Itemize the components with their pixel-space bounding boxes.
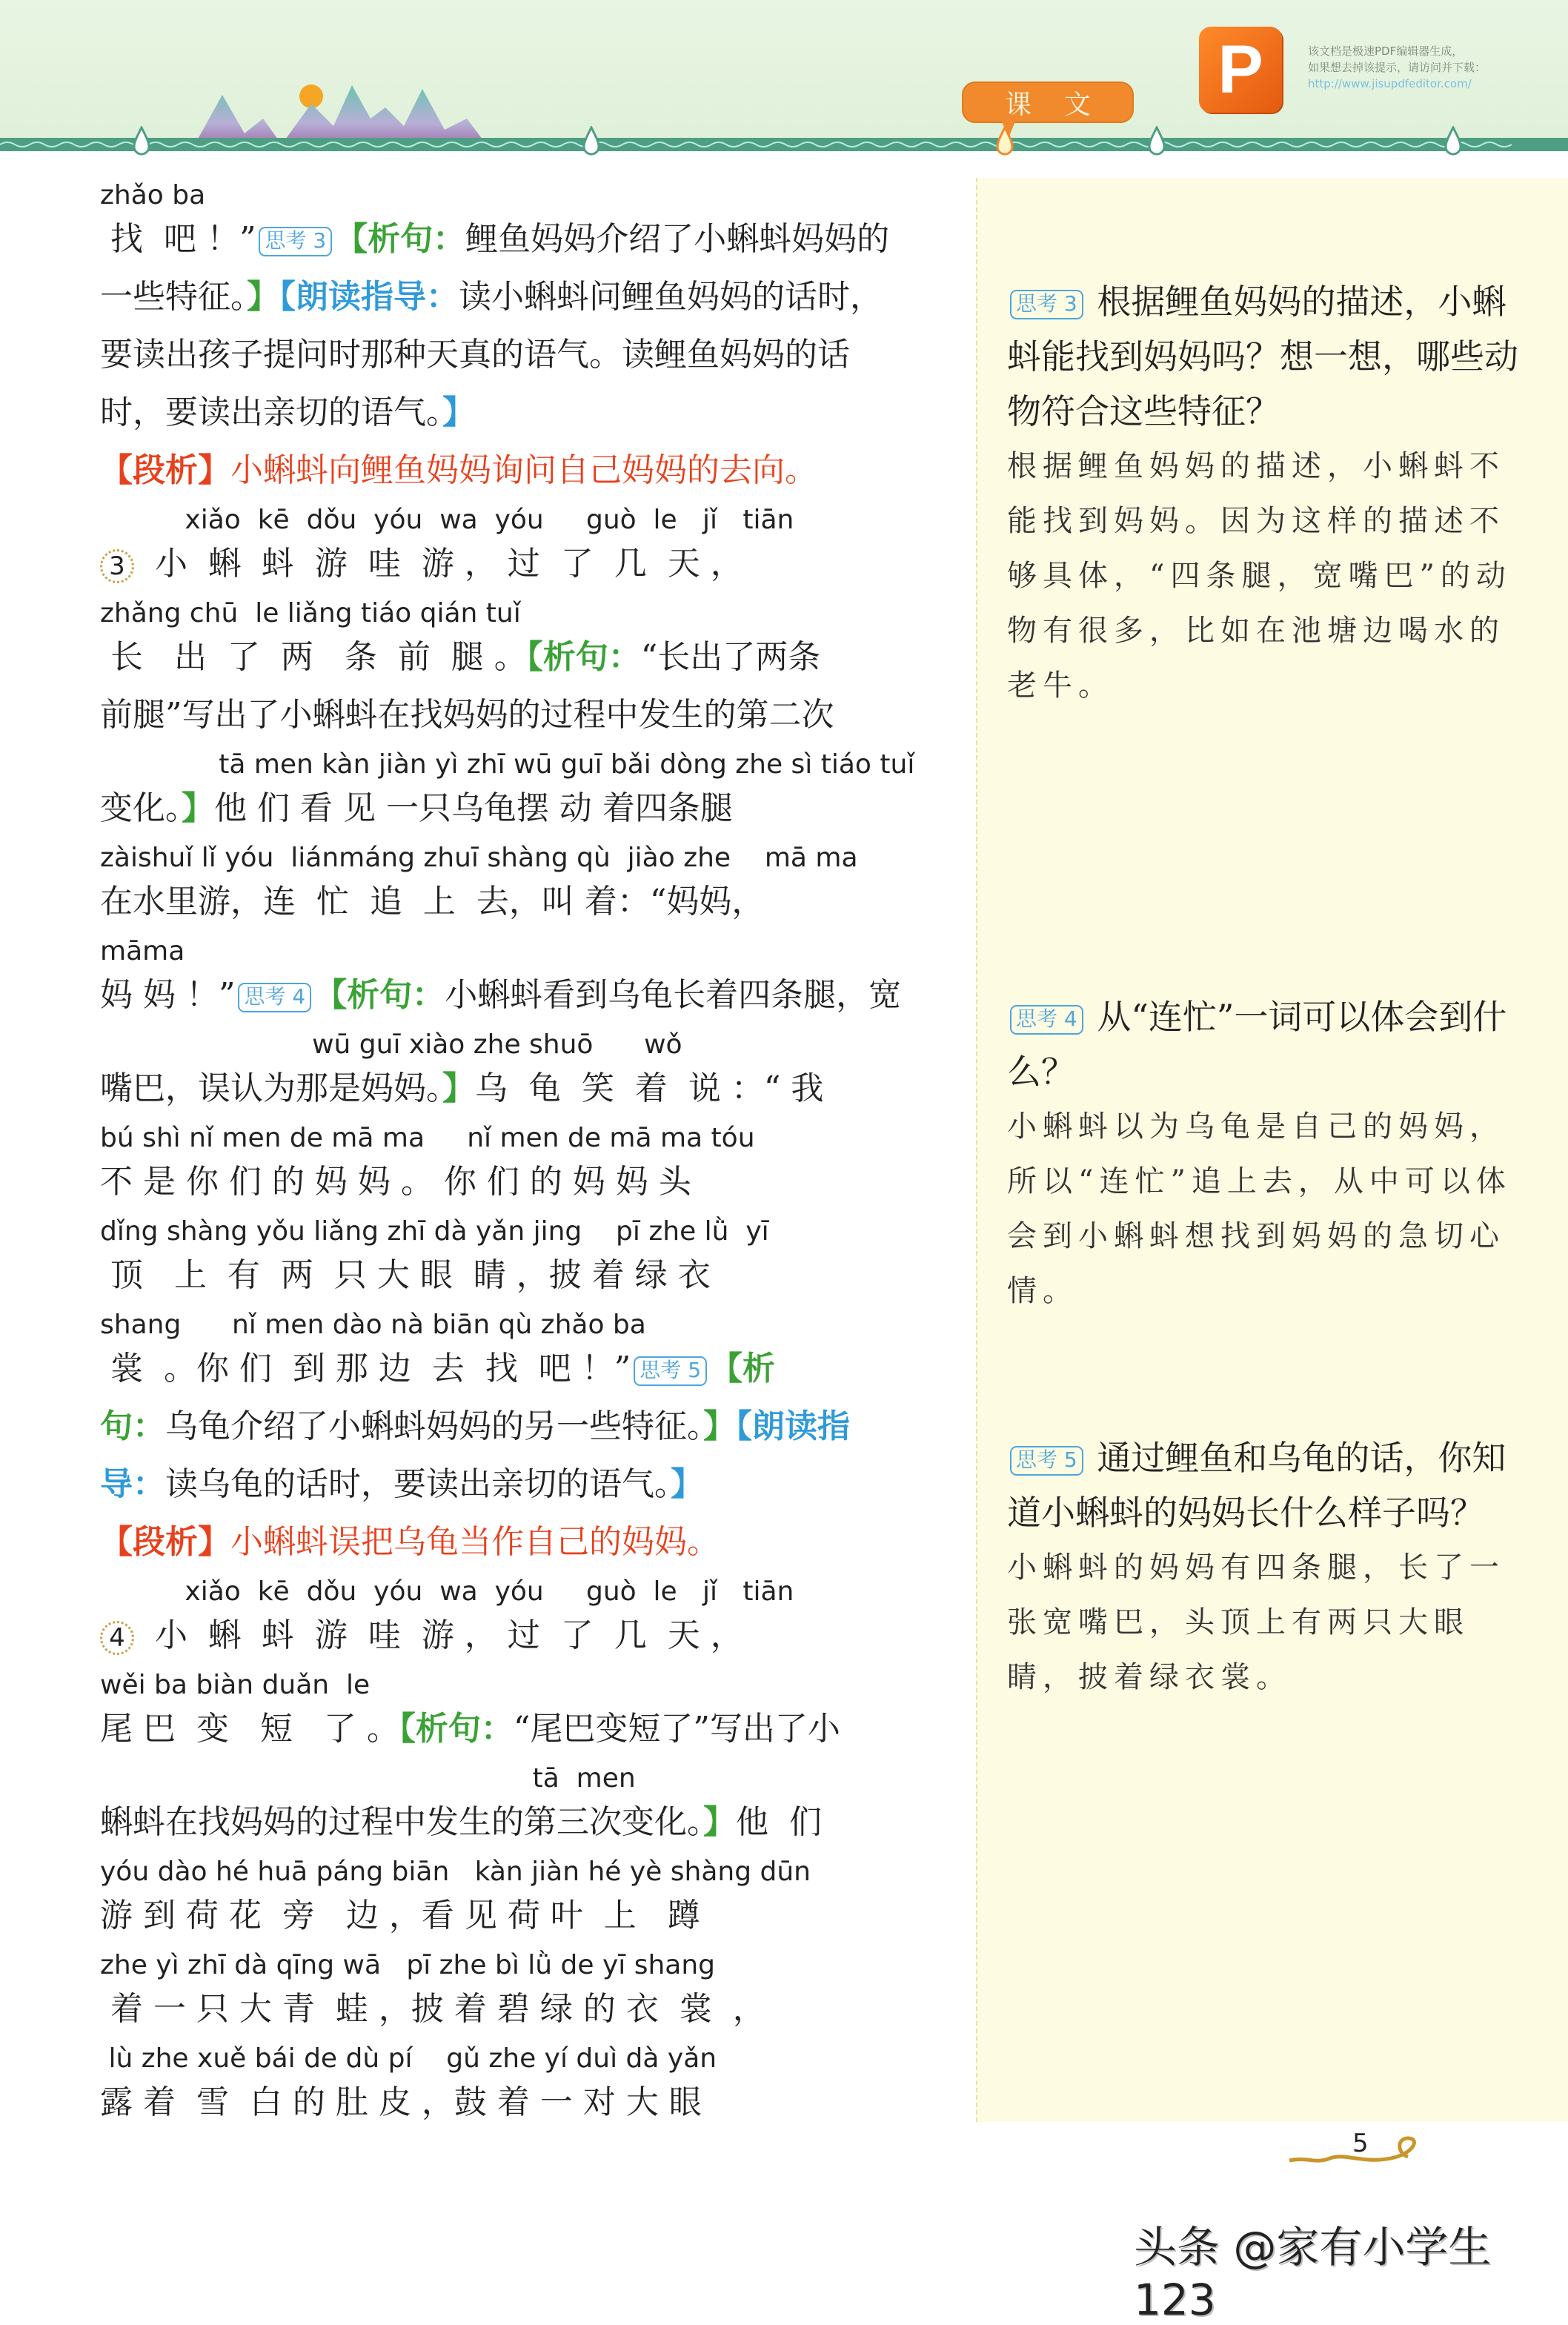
section-tab-text [962, 82, 1134, 123]
pinyin-line: bú shì nǐ men de mā ma nǐ men de mā ma tóu [100, 1123, 755, 1153]
text-line [100, 876, 966, 934]
annotation-green: 】 [703, 1803, 736, 1841]
annotation-red: 小蝌蚪向鲤鱼妈妈询问自己妈妈的去向。 [230, 451, 817, 489]
text-line [100, 329, 966, 387]
text-line [100, 1516, 966, 1574]
pdf-watermark [1308, 43, 1486, 92]
swirl-ornament-icon [1286, 2135, 1434, 2172]
text-line [100, 445, 966, 503]
answer-text: 小蝌蚪的妈妈有四条腿，长了一张宽嘴巴，头顶上有两只大眼睛，披着绿衣裳。 [1007, 1550, 1505, 1694]
pinyin-line: zhǎo ba [100, 180, 206, 210]
text-segment: 读乌龟的话时，要读出亲切的语气。 [165, 1465, 671, 1503]
think-badge: 思考 4 [1010, 1005, 1083, 1035]
wave-divider [0, 138, 1568, 151]
text-segment: 要读出孩子提问时那种天真的语气。读鲤鱼妈妈的话 [100, 336, 850, 374]
drop-ornament-active-icon [995, 126, 1014, 156]
section-tab-label: 课文 [1004, 89, 1123, 120]
annotation-blue: 】 [442, 394, 475, 431]
text-segment: 长 出 了 两 条 前 腿 。 [100, 638, 527, 676]
drop-ornament-icon [582, 126, 601, 156]
text-segment: 小蝌蚪看到乌龟长着四条腿，宽 [445, 976, 902, 1014]
question-body: 根据鲤鱼妈妈的描述，小蝌蚪能找到妈妈吗？想一想，哪些动物符合这些特征？ [1007, 282, 1518, 431]
text-line [100, 1797, 966, 1854]
annotation-green: 句： [100, 1407, 165, 1445]
annotation-blue: 】 [671, 1465, 703, 1503]
text-line [100, 1610, 966, 1668]
think-badge: 思考 3 [1010, 290, 1083, 319]
text-segment: 露 着 雪 白 的 肚 皮 ，鼓 着 一 对 大 眼 [100, 2083, 702, 2121]
pinyin-line: wěi ba biàn duǎn le [100, 1670, 371, 1700]
annotation-redb: 【段析】 [100, 451, 230, 489]
text-line [100, 783, 966, 840]
annotation-blue: 【朗读指导： [279, 278, 459, 316]
think-badge: 思考 3 [259, 227, 332, 256]
text-line [100, 1459, 966, 1516]
text-segment: “尾巴变短了”写出了小 [513, 1710, 840, 1748]
pinyin-line: tā men kàn jiàn yì zhī wū guī bǎi dòng zhe sì tiáo tuǐ [100, 749, 915, 780]
text-segment: 一些特征。 [100, 278, 247, 316]
watermark-line-1: 该文档是极速PDF编辑器生成， [1308, 44, 1464, 58]
lesson-text-column [100, 178, 966, 2135]
text-segment: 前腿”写出了小蝌蚪在找妈妈的过程中发生的第二次 [100, 696, 834, 734]
think-badge: 思考 5 [1010, 1446, 1083, 1476]
pinyin-line: dǐng shàng yǒu liǎng zhī dà yǎn jing pī zhe lǜ yī [100, 1216, 769, 1247]
logo-letter: P [1217, 31, 1263, 107]
watermark-url-link[interactable]: http://www.jisupdfeditor.com/ [1308, 77, 1472, 90]
annotation-green: 【析句： [335, 220, 466, 258]
text-line [100, 1983, 966, 2041]
text-line [100, 1250, 966, 1307]
pinyin-line: yóu dào hé huā páng biān kàn jiàn hé yè shàng dūn [100, 1857, 811, 1887]
text-segment: 裳 。你 们 到 那 边 去 找 吧 ！” [100, 1350, 631, 1387]
pinyin-line: xiǎo kē dǒu yóu wa yóu guò le jǐ tiān [100, 505, 794, 535]
drop-ornament-icon [132, 126, 151, 156]
annotation-redb: 【段析】 [100, 1523, 230, 1561]
annotation-blue: 导： [100, 1465, 165, 1503]
page-header-band [0, 0, 1568, 148]
watermark-line-2: 如果想去掉该提示，请访问并下载： [1308, 61, 1486, 74]
annotation-blue: 【朗读指 [736, 1407, 850, 1445]
annotation-green: 】 [442, 1069, 475, 1107]
answer-text: 小蝌蚪以为乌龟是自己的妈妈，所以“连忙”追上去，从中可以体会到小蝌蚪想找到妈妈的急切心情。 [1007, 1110, 1512, 1308]
question-text [1007, 1430, 1526, 1540]
pinyin-line: tā men [100, 1763, 636, 1794]
text-segment: 着 一 只 大 青 蛙 ，披 着 碧 绿 的 衣 裳 ， [100, 1990, 765, 2028]
paragraph-number: 4 [100, 1621, 134, 1655]
text-line [100, 1703, 966, 1761]
text-line [100, 1156, 966, 1214]
pinyin-line: lù zhe xuě bái de dù pí gǔ zhe yí duì dà yǎn [100, 2043, 717, 2074]
annotation-green: 】 [703, 1407, 736, 1445]
pinyin-line: zàishuǐ lǐ yóu liánmáng zhuī shàng qù jiào zhe mā ma [100, 843, 858, 873]
mountain-sun-illustration [193, 74, 541, 148]
text-segment: 不 是 你 们 的 妈 妈 。 你 们 的 妈 妈 头 [100, 1163, 691, 1201]
text-line [100, 631, 966, 689]
text-segment: 他 们 [736, 1803, 822, 1841]
text-segment: 找 吧 ！” [100, 220, 256, 258]
question-card-3 [1007, 274, 1526, 713]
text-segment: 蝌蚪在找妈妈的过程中发生的第三次变化。 [100, 1803, 703, 1841]
question-card-4 [1007, 989, 1526, 1319]
annotation-green: 【析句： [399, 1710, 514, 1748]
pinyin-line: xiǎo kē dǒu yóu wa yóu guò le jǐ tiān [100, 1576, 794, 1607]
text-segment: 嘴巴，误认为那是妈妈。 [100, 1069, 442, 1107]
page-number: 5 [1352, 2129, 1369, 2158]
drop-ornament-icon [1444, 126, 1463, 156]
text-segment: 他 们 看 见 一只乌龟摆 动 着四条腿 [214, 789, 733, 827]
text-line [100, 689, 966, 747]
text-line [100, 271, 966, 329]
text-line [100, 387, 966, 445]
drop-ornament-icon [1147, 126, 1166, 156]
pinyin-line: shang nǐ men dào nà biān qù zhǎo ba [100, 1310, 646, 1340]
annotation-red: 小蝌蚪误把乌龟当作自己的妈妈。 [230, 1523, 720, 1561]
question-body: 通过鲤鱼和乌龟的话，你知道小蝌蚪的妈妈长什么样子吗？ [1007, 1438, 1506, 1533]
text-segment: 顶 上 有 两 只 大 眼 睛 ，披 着 绿 衣 [100, 1256, 711, 1294]
annotation-green: 【析句： [526, 638, 641, 676]
pdf-editor-logo-icon [1199, 27, 1282, 113]
text-segment: 在水里游，连 忙 追 上 去，叫 着：“妈妈， [100, 883, 765, 921]
text-segment: 时，要读出亲切的语气。 [100, 394, 442, 431]
pinyin-line: zhe yì zhī dà qīng wā pī zhe bì lǜ de yī shang [100, 1950, 716, 1980]
question-card-5 [1007, 1430, 1526, 1705]
text-line [100, 1343, 966, 1401]
thinking-questions-sidebar [976, 178, 1568, 2122]
text-line [100, 1401, 966, 1459]
pinyin-line: wū guī xiào zhe shuō wǒ [100, 1029, 682, 1060]
text-segment: 尾 巴 变 短 了 。 [100, 1710, 399, 1748]
text-segment: 小 蝌 蚪 游 哇 游 ， 过 了 几 天 ， [134, 545, 743, 583]
think-badge: 思考 4 [238, 983, 311, 1012]
pinyin-line: māma [100, 936, 185, 966]
text-segment: 乌龟介绍了小蝌蚪妈妈的另一些特征。 [165, 1407, 703, 1445]
answer-text: 根据鲤鱼妈妈的描述，小蝌蚪不能找到妈妈。因为这样的描述不够具体，“四条腿，宽嘴巴”的动物有很多，比如在池塘边喝水的老牛。 [1007, 449, 1512, 703]
text-segment: 鲤鱼妈妈介绍了小蝌蚪妈妈的 [465, 220, 890, 258]
text-segment: 乌 龟 笑 着 说 ：“ 我 [475, 1069, 824, 1107]
question-body: 从“连忙”一词可以体会到什么？ [1007, 997, 1507, 1092]
question-text [1007, 989, 1526, 1099]
text-segment: 读小蝌蚪问鲤鱼妈妈的话时， [459, 278, 883, 316]
annotation-green: 【析句： [314, 976, 445, 1014]
text-segment: 妈 妈 ！” [100, 976, 236, 1014]
text-segment: 游 到 荷 花 旁 边 ，看 见 荷 叶 上 蹲 [100, 1897, 700, 1934]
text-segment: 小 蝌 蚪 游 哇 游 ， 过 了 几 天 ， [134, 1616, 743, 1654]
paragraph-number: 3 [100, 549, 134, 583]
text-segment: 变化。 [100, 789, 182, 827]
text-line [100, 2077, 966, 2135]
text-line [100, 1063, 966, 1121]
text-line [100, 538, 966, 596]
text-segment: “长出了两条 [640, 638, 821, 676]
think-badge: 思考 5 [634, 1356, 707, 1386]
pinyin-line: zhǎng chū le liǎng tiáo qián tuǐ [100, 598, 521, 628]
question-text [1007, 274, 1526, 439]
text-line [100, 969, 966, 1027]
text-line [100, 1890, 966, 1948]
source-watermark: 头条 @家有小学生123 [1134, 2222, 1492, 2325]
annotation-green: 【析 [710, 1350, 776, 1387]
annotation-green: 】 [182, 789, 214, 827]
text-line [100, 213, 966, 271]
annotation-green: 】 [247, 278, 279, 316]
